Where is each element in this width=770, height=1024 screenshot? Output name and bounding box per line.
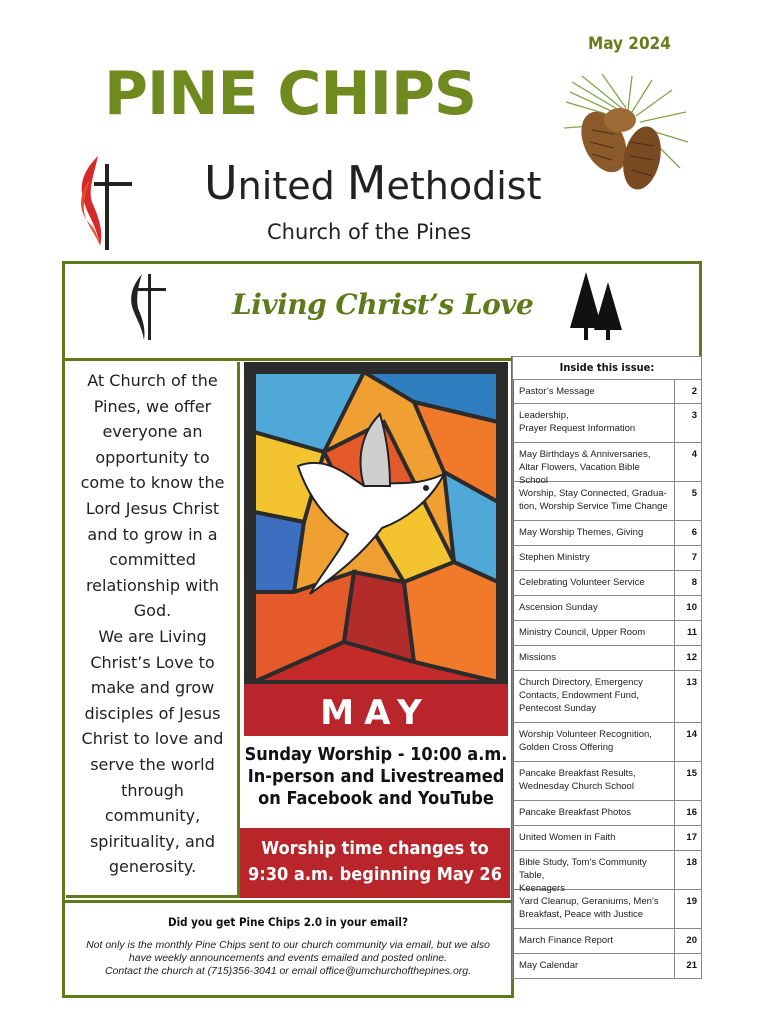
toc-item-page: 17 — [686, 832, 697, 843]
toc-item-page: 19 — [686, 896, 697, 907]
toc-item — [512, 521, 702, 546]
email-notice-heading: Did you get Pine Chips 2.0 in your email? — [168, 915, 408, 929]
toc-item — [512, 826, 702, 851]
mission-line: spirituality, and — [89, 831, 216, 851]
letter-m: M — [346, 156, 387, 210]
mission-line: committed — [109, 550, 196, 570]
month-label: MAY — [320, 693, 432, 733]
mission-line: through — [121, 780, 184, 800]
worship-time: Sunday Worship - 10:00 a.m. — [244, 744, 508, 765]
stained-glass-dove-image — [244, 362, 508, 736]
toc-item-page: 18 — [686, 857, 697, 868]
toc-item-page: 7 — [691, 552, 697, 563]
email-notice-line3: Contact the church at (715)356-3041 or email office@umchurchofthepines.org. — [104, 965, 472, 977]
toc-item-title: Yard Cleanup, Geraniums, Men’s Breakfast, Peace with Justice — [513, 890, 675, 928]
mission-line: community, — [104, 806, 201, 826]
toc-item — [512, 762, 702, 801]
toc-item — [512, 596, 702, 621]
toc-item-title: May Calendar — [513, 954, 675, 978]
toc-item-title: Worship Volunteer Recognition, Golden Cross Offering — [513, 723, 675, 761]
toc-item — [512, 671, 702, 723]
toc-item-page: 15 — [686, 768, 697, 779]
toc-item-page: 3 — [691, 410, 697, 421]
toc-item — [512, 890, 702, 929]
pine-cone-illustration — [562, 72, 692, 200]
toc-item-title: Bible Study, Tom’s Community Table, Keenagers — [513, 851, 675, 889]
email-notice — [64, 900, 512, 996]
mission-line: Pines, we offer — [93, 396, 212, 416]
toc-item — [512, 379, 702, 404]
issue-date: May 2024 — [588, 34, 671, 54]
toc-item-page: 6 — [691, 527, 697, 538]
toc-item-page: 2 — [691, 386, 697, 397]
toc-item-page: 16 — [686, 807, 697, 818]
toc-item — [512, 929, 702, 954]
toc-item — [512, 954, 702, 979]
mission-line: Christ to love and — [81, 729, 224, 749]
toc-item-page: 10 — [686, 602, 697, 613]
mission-line: everyone an — [102, 422, 203, 442]
mission-line: serve the world — [90, 754, 215, 774]
toc-item-title: Pancake Breakfast Photos — [513, 801, 675, 825]
toc-item-page: 12 — [686, 652, 697, 663]
newsletter-masthead: PINE CHIPS — [104, 59, 477, 129]
mission-line: opportunity to — [95, 447, 210, 467]
mission-line: God. — [133, 601, 172, 621]
toc-item-title: Ministry Council, Upper Room — [513, 621, 675, 645]
toc-item — [512, 723, 702, 762]
denomination-title — [204, 156, 542, 210]
toc-heading: Inside this issue: — [512, 356, 702, 379]
mission-line: We are Living — [98, 626, 207, 646]
time-change-line1: Worship time changes to — [261, 838, 489, 859]
cross-flame-small-logo — [124, 268, 172, 344]
pine-trees-icon — [566, 268, 626, 344]
worship-platforms: on Facebook and YouTube — [258, 788, 494, 809]
toc-item — [512, 571, 702, 596]
mission-line: make and grow — [90, 678, 215, 698]
toc-item — [512, 482, 702, 521]
toc-item — [512, 546, 702, 571]
toc-item-page: 21 — [686, 960, 697, 971]
mission-line: disciples of Jesus — [84, 703, 221, 723]
email-notice-body — [64, 939, 512, 978]
word-ethodist: ethodist — [386, 164, 542, 208]
church-name: Church of the Pines — [267, 220, 472, 244]
mission-line: At Church of the — [87, 371, 218, 390]
toc-item — [512, 801, 702, 826]
toc-item-page: 8 — [691, 577, 697, 588]
toc-item-page: 13 — [686, 677, 697, 688]
worship-format: In-person and Livestreamed — [247, 766, 505, 787]
email-notice-line1: Not only is the monthly Pine Chips sent to our church community via email, but we also — [86, 939, 490, 951]
toc-item-page: 11 — [686, 627, 697, 638]
mission-statement — [66, 362, 240, 898]
toc-item — [512, 404, 702, 443]
toc-item — [512, 646, 702, 671]
worship-schedule — [242, 744, 510, 810]
toc-item-title: Celebrating Volunteer Service — [513, 571, 675, 595]
toc-item-title: Pancake Breakfast Results, Wednesday Church School — [513, 762, 675, 800]
mission-line: generosity. — [108, 857, 197, 877]
table-of-contents — [512, 356, 702, 979]
time-change-notice — [240, 828, 510, 898]
toc-item-page: 5 — [691, 488, 697, 499]
mission-line: Lord Jesus Christ — [85, 498, 220, 518]
toc-item — [512, 443, 702, 486]
toc-item-title: Leadership, Prayer Request Information — [513, 404, 675, 442]
toc-list — [512, 379, 702, 979]
toc-item-title: United Women in Faith — [513, 826, 675, 850]
mission-text — [66, 362, 237, 880]
email-notice-line2: have weekly announcements and events emailed and posted online. — [128, 952, 448, 964]
cross-flame-logo — [70, 150, 136, 254]
toc-item — [512, 851, 702, 894]
toc-item-title: Church Directory, Emergency Contacts, Endowment Fund, Pentecost Sunday — [513, 671, 675, 722]
toc-item-page: 14 — [686, 729, 697, 740]
time-change-line2: 9:30 a.m. beginning May 26 — [248, 864, 502, 885]
mission-line: Christ’s Love to — [90, 652, 215, 672]
toc-item-page: 20 — [686, 935, 697, 946]
mission-line: and to grow in a — [87, 524, 218, 544]
toc-item-title: Pastor’s Message — [513, 380, 675, 403]
toc-item-title: Missions — [513, 646, 675, 670]
toc-item — [512, 621, 702, 646]
letter-u: U — [204, 156, 238, 210]
toc-item-page: 4 — [691, 449, 697, 460]
toc-item-title: Ascension Sunday — [513, 596, 675, 620]
toc-item-title: March Finance Report — [513, 929, 675, 953]
mission-line: relationship with — [85, 575, 220, 595]
toc-item-title: May Worship Themes, Giving — [513, 521, 675, 545]
toc-item-title: Worship, Stay Connected, Gradua- tion, Worship Service Time Change — [513, 482, 675, 520]
toc-item-title: Stephen Ministry — [513, 546, 675, 570]
mission-line: come to know the — [80, 473, 225, 493]
word-nited: nited — [237, 164, 347, 208]
toc-item-title: May Birthdays & Anniversaries, Altar Flowers, Vacation Bible School — [513, 443, 675, 481]
church-motto: Living Christ’s Love — [232, 288, 534, 321]
